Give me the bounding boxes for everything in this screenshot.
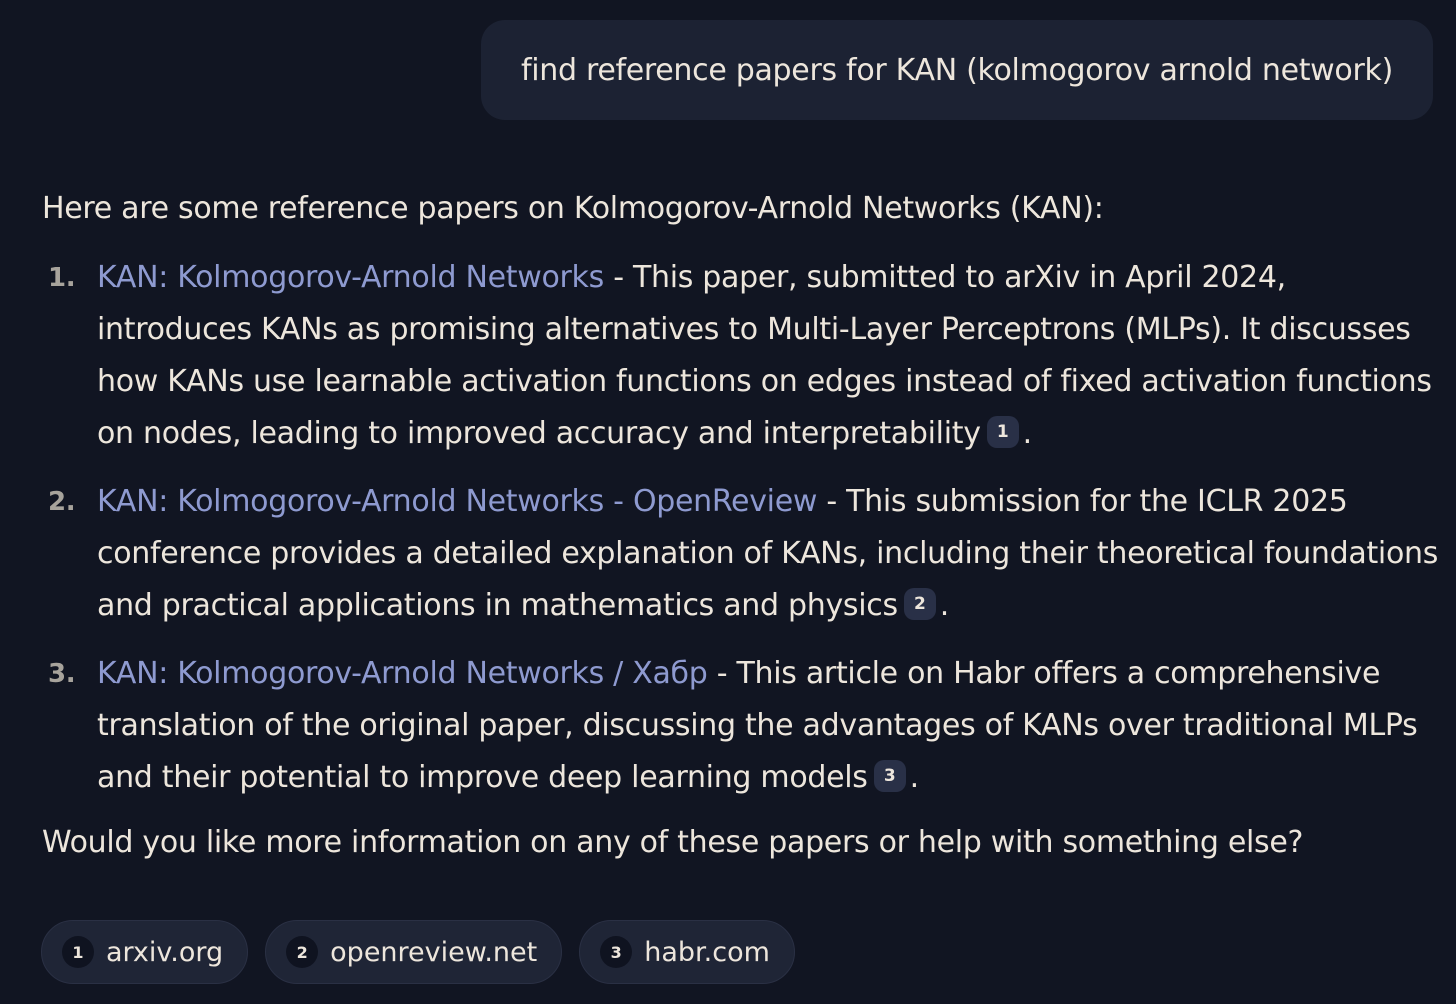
assistant-response (42, 186, 1442, 866)
user-message-bubble (481, 20, 1433, 120)
list-number: 2. (48, 487, 76, 517)
list-number: 3. (48, 659, 76, 689)
reference-list (42, 252, 1442, 804)
source-domain: openreview.net (330, 936, 538, 968)
source-chip-habr[interactable] (579, 920, 795, 984)
response-intro: Here are some reference papers on Kolmogorov-Arnold Networks (KAN): (42, 191, 1104, 226)
list-number: 1. (48, 263, 76, 293)
source-domain: habr.com (644, 936, 770, 968)
reference-item-1 (42, 252, 1442, 460)
source-chip-openreview[interactable] (265, 920, 562, 984)
user-message-text: find reference papers for KAN (kolmogorov arnold network) (520, 52, 1393, 88)
citation-badge[interactable]: 1 (987, 416, 1019, 448)
response-closing: Would you like more information on any of these papers or help with something else? (42, 825, 1304, 860)
reference-description: - This article on Habr offers a comprehensive translation of the original paper, discussing the advantages of KANs over traditional MLPs and their potential to improve deep learning models (97, 656, 1418, 795)
source-chip-arxiv[interactable] (41, 920, 248, 984)
reference-description: - This submission for the ICLR 2025 conference provides a detailed explanation of KANs, including their theoretical foundations and practical applications in mathematics and physics (97, 484, 1439, 623)
source-number: 1 (62, 936, 94, 968)
source-domain: arxiv.org (106, 936, 224, 968)
source-number: 3 (600, 936, 632, 968)
reference-link-openreview[interactable]: KAN: Kolmogorov-Arnold Networks - OpenReview (97, 484, 818, 519)
citation-badge[interactable]: 3 (874, 760, 906, 792)
sentence-period: . (939, 588, 950, 623)
reference-item-3 (42, 648, 1442, 804)
reference-description: - This paper, submitted to arXiv in April 2024, introduces KANs as promising alternatives to Multi-Layer Perceptrons (MLPs). It discusses how KANs use learnable activation functions on edges instead of fixed activation functions on nodes, leading to improved accuracy and interpretability (97, 260, 1432, 451)
sentence-period: . (909, 760, 919, 795)
citation-badge[interactable]: 2 (904, 588, 936, 620)
reference-link-arxiv[interactable]: KAN: Kolmogorov-Arnold Networks (97, 260, 604, 295)
source-number: 2 (286, 936, 318, 968)
source-chips (41, 920, 795, 984)
reference-item-2 (42, 476, 1442, 632)
sentence-period: . (1022, 416, 1032, 451)
reference-link-habr[interactable]: KAN: Kolmogorov-Arnold Networks / Хабр (97, 656, 708, 691)
